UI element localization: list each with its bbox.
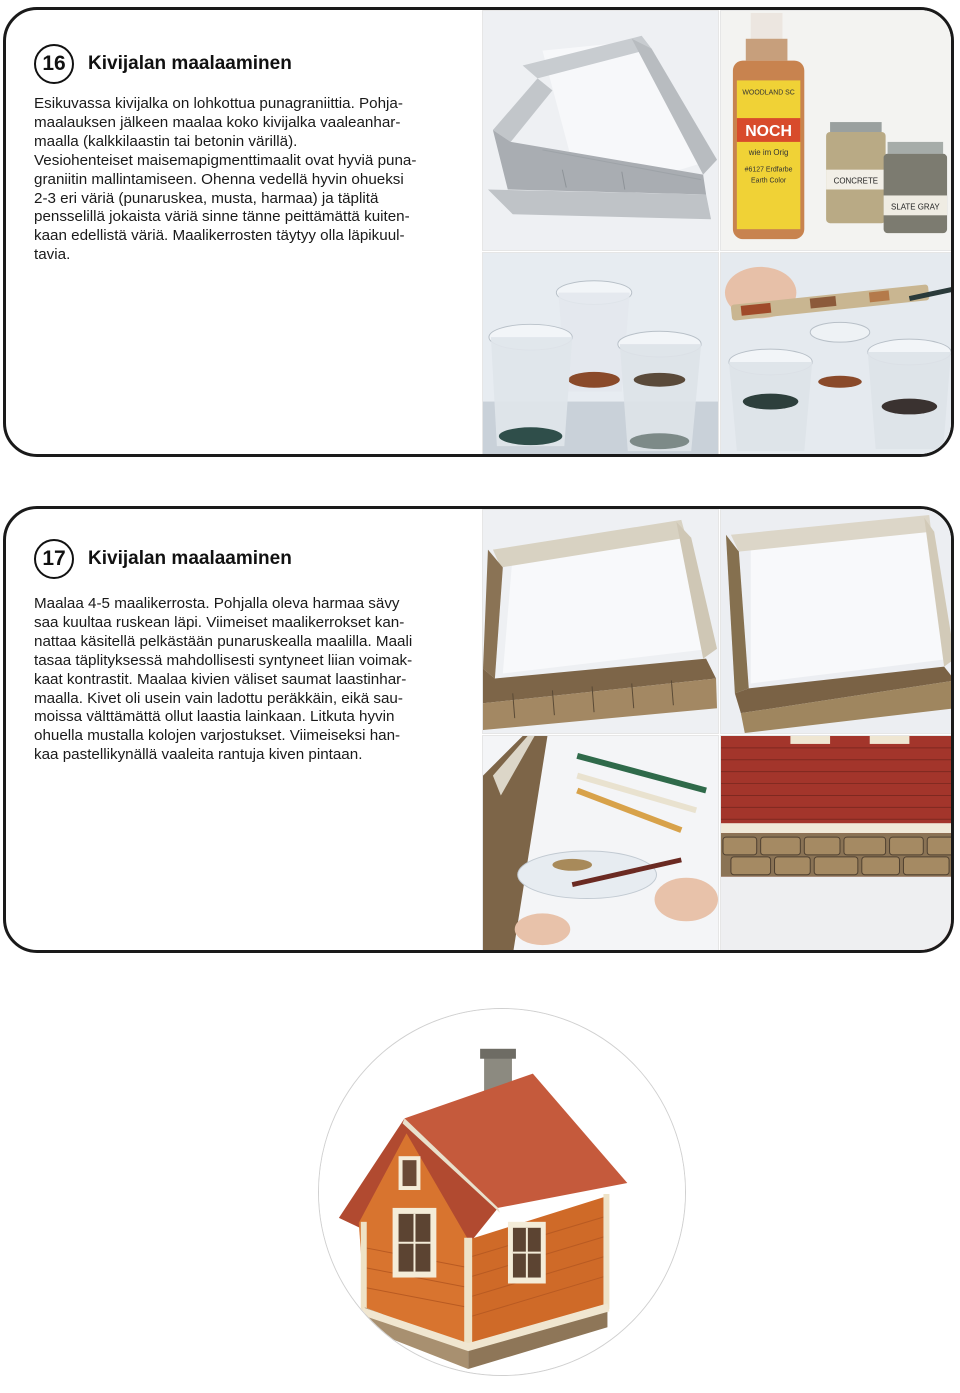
photo-pastel-pencils xyxy=(482,735,719,953)
painted-frame-illustration-1 xyxy=(483,510,718,733)
step-17-instructions xyxy=(34,595,464,765)
text-line: maalla (kalkkilaastin tai betonin värillä). xyxy=(34,132,298,150)
bottle-brand-label: NOCH xyxy=(745,122,792,140)
bottle-sub-label: Earth Color xyxy=(751,177,787,185)
text-line: 2-3 eri väriä (punaruskea, musta, harmaa) ja täplitä xyxy=(34,189,379,207)
jar-slate-label: SLATE GRAY xyxy=(891,202,940,212)
stone-base-illustration xyxy=(721,736,954,953)
step-17-number-badge: 17 xyxy=(34,539,74,579)
step-17-panel xyxy=(3,506,954,953)
painted-frame-illustration-2 xyxy=(721,510,954,733)
step-16-instructions xyxy=(34,95,464,265)
step-16-number-badge: 16 xyxy=(34,44,74,84)
bottle-slogan-label: wie im Orig xyxy=(748,147,789,157)
text-line: kaat kontrastit. Maalaa kivien väliset saumat laastinhar- xyxy=(34,670,407,688)
text-line: Esikuvassa kivijalka on lohkottua punagraniittia. Pohja- xyxy=(34,95,403,112)
text-line: tavia. xyxy=(34,246,71,264)
text-line: Maalaa 4-5 maalikerrosta. Pohjalla oleva harmaa sävy xyxy=(34,595,400,612)
photo-paint-bottles xyxy=(720,10,954,251)
text-line: ohuella mustalla kolojen varjostukset. Viimeiseksi han- xyxy=(34,727,401,745)
finished-house-photo xyxy=(318,1008,686,1376)
mixing-cups-illustration xyxy=(483,253,718,457)
text-line: graniitin mallintamiseen. Ohenna vedellä hyvin ohueksi xyxy=(34,170,404,188)
photo-mixing-cups xyxy=(482,252,719,457)
step-16-header xyxy=(34,44,292,84)
text-line: kaa pastellikynällä vaaleita rantuja kiven pintaan. xyxy=(34,746,363,764)
paint-bottles-illustration xyxy=(721,11,954,250)
step-17-title: Kivijalan maalaaminen xyxy=(88,548,292,569)
text-line: maalauksen jälkeen maalaa koko kivijalka vaaleanhar- xyxy=(34,113,401,131)
step-17-header xyxy=(34,539,292,579)
stippling-illustration xyxy=(721,253,954,457)
text-line: pensselillä jokaista väriä sinne tänne peittämättä kuiten- xyxy=(34,208,410,226)
bottle-top-label: WOODLAND SC xyxy=(742,89,795,97)
text-line: nattaa käsitellä pelkästään punaruskealla maalilla. Maali xyxy=(34,632,413,650)
text-line: kaan edellistä väriä. Maalikerrosten täytyy olla läpikuul- xyxy=(34,227,405,245)
text-line: saa kuultaa ruskean läpi. Viimeiset maalikerrokset kan- xyxy=(34,613,405,631)
text-line: maalla. Kivet oli usein vain ladottu peräkkäin, eikä sau- xyxy=(34,689,403,707)
text-line: tasaa täplityksessä mahdollisesti syntyneet liian voimak- xyxy=(34,651,413,669)
jar-concrete-label: CONCRETE xyxy=(833,176,879,186)
photo-grey-frame xyxy=(482,10,719,251)
photo-painted-frame-1 xyxy=(482,509,719,734)
text-line: moissa välttämättä ollut laastia lainkaan. Litkuta hyvin xyxy=(34,708,395,726)
step-16-panel xyxy=(3,7,954,457)
photo-painted-frame-2 xyxy=(720,509,954,734)
text-line: Vesiohenteiset maisemapigmenttimaalit ovat hyviä puna- xyxy=(34,151,417,169)
photo-stippling-brush xyxy=(720,252,954,457)
pastel-pencils-illustration xyxy=(483,736,718,953)
finished-house-illustration xyxy=(319,1009,685,1375)
bottle-code-label: #6127 Erdfarbe xyxy=(744,166,793,174)
grey-frame-illustration xyxy=(483,11,718,250)
photo-finished-stone-base xyxy=(720,735,954,953)
step-16-title: Kivijalan maalaaminen xyxy=(88,53,292,74)
